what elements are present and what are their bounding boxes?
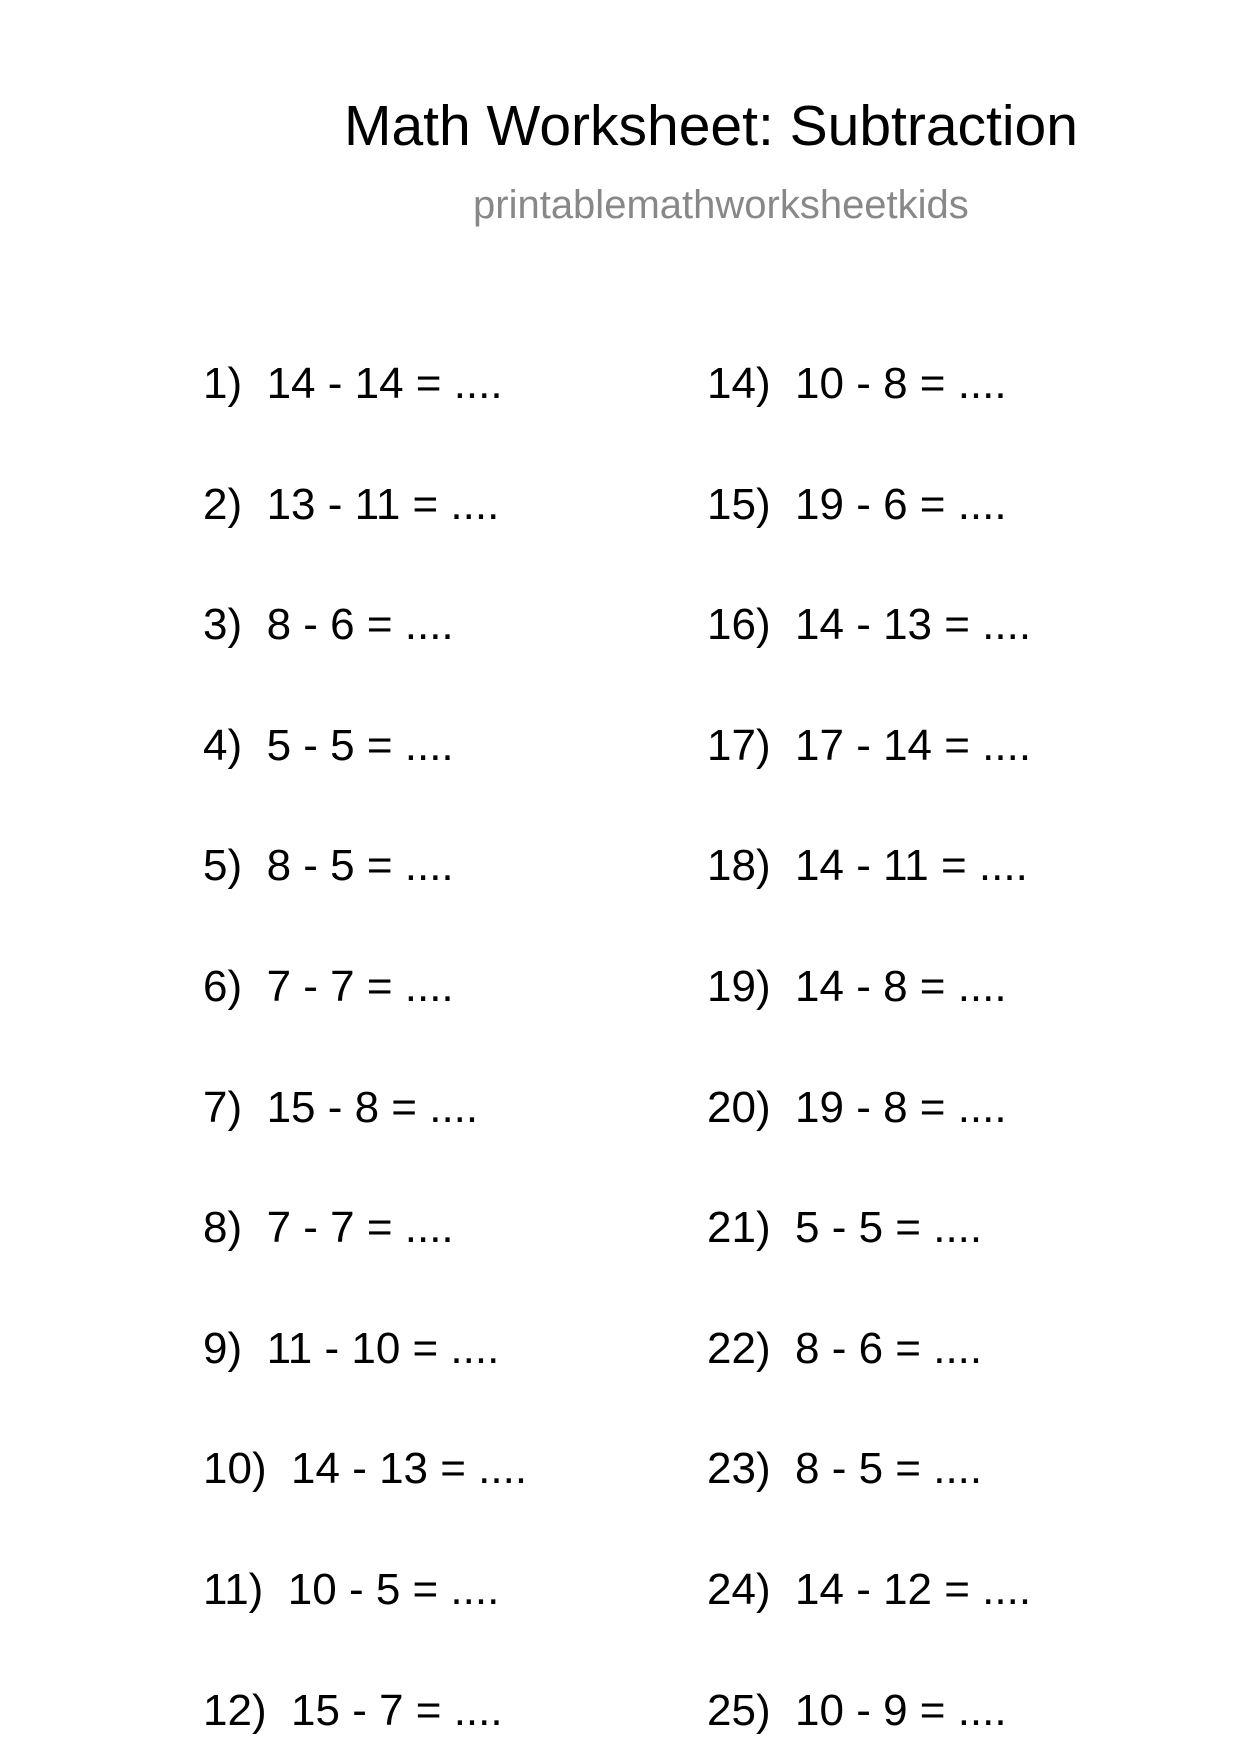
problem-item: 24) 14 - 12 = ....	[707, 1565, 1032, 1614]
problem-item: 14) 10 - 8 = ....	[707, 359, 1007, 408]
problem-item: 25) 10 - 9 = ....	[707, 1685, 1007, 1735]
problem-item: 19) 14 - 8 = ....	[707, 962, 1007, 1011]
problem-item: 10) 14 - 13 = ....	[203, 1444, 528, 1494]
problem-item: 7) 15 - 8 = ....	[203, 1082, 479, 1132]
problem-item: 9) 11 - 10 = ....	[203, 1323, 500, 1373]
problem-item: 15) 19 - 6 = ....	[707, 479, 1007, 529]
problem-item: 5) 8 - 5 = ....	[203, 841, 454, 891]
problem-item: 17) 17 - 14 = ....	[707, 720, 1032, 770]
problem-item: 20) 19 - 8 = ....	[707, 1082, 1007, 1132]
worksheet-title: Math Worksheet: Subtraction	[344, 94, 1078, 158]
problem-item: 4) 5 - 5 = ....	[203, 720, 454, 770]
problem-item: 22) 8 - 6 = ....	[707, 1323, 983, 1373]
problem-item: 2) 13 - 11 = ....	[203, 479, 500, 529]
problem-item: 23) 8 - 5 = ....	[707, 1444, 983, 1494]
problem-item: 1) 14 - 14 = ....	[203, 359, 503, 408]
problem-item: 3) 8 - 6 = ....	[203, 600, 454, 650]
worksheet-subtitle: printablemathworksheetkids	[473, 183, 969, 227]
problem-item: 16) 14 - 13 = ....	[707, 600, 1032, 650]
problem-item: 18) 14 - 11 = ....	[707, 841, 1028, 891]
problem-item: 6) 7 - 7 = ....	[203, 962, 454, 1011]
problem-item: 21) 5 - 5 = ....	[707, 1203, 983, 1253]
problem-item: 8) 7 - 7 = ....	[203, 1203, 454, 1253]
problem-item: 12) 15 - 7 = ....	[203, 1685, 503, 1735]
problem-item: 11) 10 - 5 = ....	[203, 1565, 500, 1614]
